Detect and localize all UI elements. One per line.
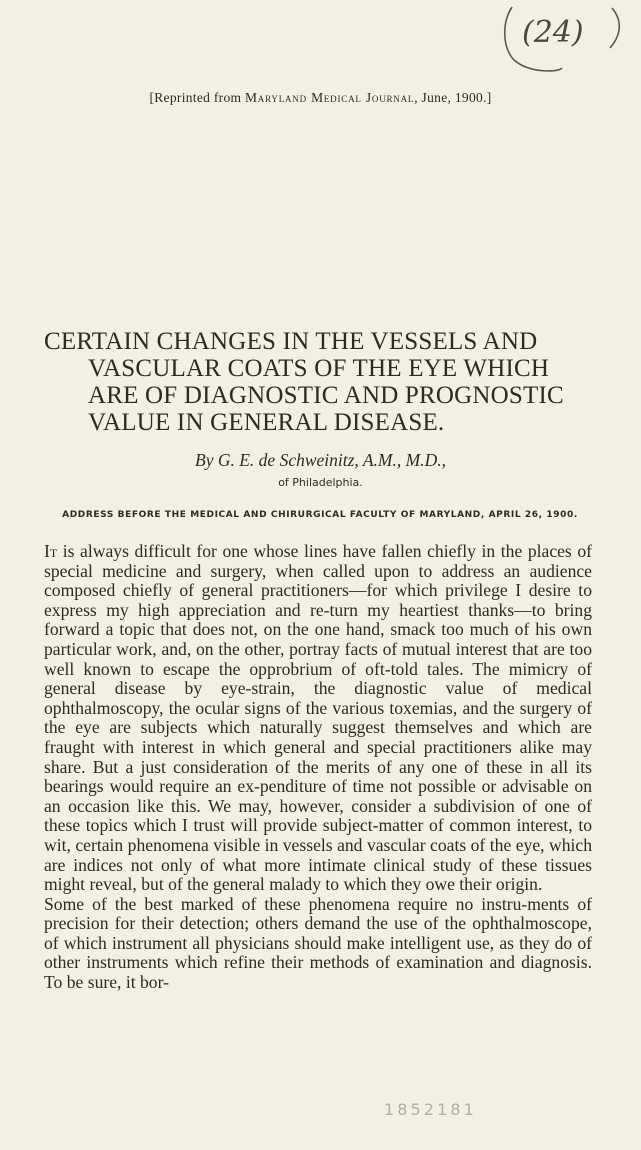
affiliation: of Philadelphia. xyxy=(278,476,363,489)
byline xyxy=(0,450,641,471)
paragraph xyxy=(44,895,592,993)
article-body xyxy=(44,542,592,993)
library-stamp xyxy=(380,1085,480,1125)
paragraph xyxy=(44,542,592,895)
handwritten-number xyxy=(500,2,630,72)
author-name: G. E. de Schweinitz, A.M., M.D. xyxy=(217,450,442,470)
stamp-number: 1 8 5 2 1 8 1 xyxy=(384,1100,473,1119)
title-line: ARE OF DIAGNOSTIC AND PROGNOSTIC xyxy=(88,382,564,409)
reprint-open: [Reprinted from xyxy=(149,90,245,105)
article-title xyxy=(44,328,604,436)
reprint-note xyxy=(0,90,641,106)
title-line: CERTAIN CHANGES IN THE VESSELS AND xyxy=(44,328,538,355)
byline-by: By xyxy=(195,450,218,470)
title-line: VASCULAR COATS OF THE EYE WHICH xyxy=(88,355,550,382)
journal-name: Maryland Medical Journal xyxy=(244,90,415,105)
reprint-close: , June, 1900.] xyxy=(414,90,492,105)
paragraph-text: Some of the best marked of these phenomena require no instru-ments of precision for their detection; others demand the use of the ophthalmoscope, of which instrument all physicians should make intelligent use, as they do of other instruments which refine their methods of examination and diagnosis. To be sure, it bor- xyxy=(44,893,592,993)
paragraph-lead: It xyxy=(44,541,58,561)
byline-trail: , xyxy=(441,450,446,470)
title-line: VALUE IN GENERAL DISEASE. xyxy=(88,409,445,436)
handwritten-number-text: (24) xyxy=(522,15,584,50)
address-note: ADDRESS BEFORE THE MEDICAL AND CHIRURGICAL FACULTY OF MARYLAND, APRIL 26, 1900. xyxy=(62,510,578,520)
paragraph-text: is always difficult for one whose lines have fallen chiefly in the places of special medicine and surgery, when called upon to address an audience composed chiefly of general practitioners—for which privilege I desire to express my high appreciation and re-turn my heartiest thanks—to bring forward a topic that does not, on the one hand, smack too much of his own particular work, and, on the other, portray facts of mutual interest that are too well known to escape the opprobrium of oft-told tales. The mimicry of general disease by eye-strain, the diagnostic value of medical ophthalmoscopy, the ocular signs of the various toxemias, and the surgery of the eye are subjects which naturally suggest themselves and which are fraught with interest in which general and special practitioners alike may share. But a just consideration of the merits of any one of these in all its bearings would require an ex-penditure of time not possible or advisable on an occasion like this. We may, however, consider a subdivision of one of these topics which I trust will provide subject-matter of common interest, to wit, certain phenomena visible in vessels and vascular coats of the eye, which are indices not only of what more intimate clinical study of these tissues might reveal, but of the general malady to which they owe their origin. xyxy=(44,541,592,895)
